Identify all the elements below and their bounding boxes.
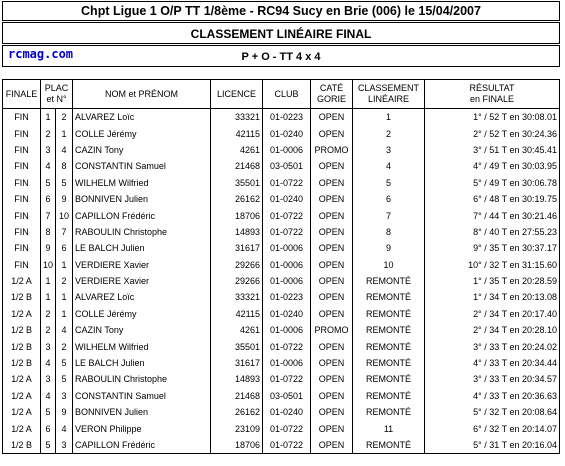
- cell-licence: 14893: [211, 371, 263, 387]
- cell-number: 5: [56, 355, 73, 371]
- cell-club: 01-0240: [263, 191, 311, 207]
- table-row: [3, 257, 560, 273]
- cell-number: 1: [56, 125, 73, 141]
- cell-number: 8: [56, 158, 73, 174]
- table-row: [3, 109, 560, 126]
- table-row: [3, 240, 560, 256]
- cell-ranking: 6: [353, 191, 425, 207]
- cell-result: 10° / 32 T en 31:15.60: [425, 257, 560, 273]
- cell-result: 5° / 49 T en 30:06.78: [425, 175, 560, 191]
- cell-finale: 1/2 B: [3, 355, 41, 371]
- cell-finale: FIN: [3, 109, 41, 126]
- cell-finale: 1/2 A: [3, 420, 41, 436]
- table-row: [3, 338, 560, 354]
- cell-place: 3: [41, 142, 56, 158]
- table-row: [3, 142, 560, 158]
- cell-ranking: REMONTÉ: [353, 371, 425, 387]
- cell-place: 9: [41, 240, 56, 256]
- cell-number: 5: [56, 175, 73, 191]
- cell-number: 7: [56, 224, 73, 240]
- cell-place: 1: [41, 289, 56, 305]
- cell-result: 4° / 33 T en 20:36.63: [425, 388, 560, 404]
- col-header-category: CATÉ GORIE: [311, 80, 353, 109]
- cell-result: 5° / 32 T en 20:08.64: [425, 404, 560, 420]
- cell-finale: FIN: [3, 191, 41, 207]
- cell-number: 3: [56, 388, 73, 404]
- site-logo: rcmag.com: [8, 47, 74, 61]
- cell-name: ALVAREZ Loïc: [73, 289, 211, 305]
- cell-finale: 1/2 B: [3, 437, 41, 454]
- cell-name: WILHELM Wilfried: [73, 175, 211, 191]
- cell-name: CAPILLON Frédéric: [73, 207, 211, 223]
- cell-licence: 35501: [211, 175, 263, 191]
- cell-finale: 1/2 A: [3, 273, 41, 289]
- cell-name: VERON Philippe: [73, 420, 211, 436]
- table-row: [3, 273, 560, 289]
- table-row: [3, 322, 560, 338]
- cell-licence: 29266: [211, 257, 263, 273]
- cell-number: 2: [56, 338, 73, 354]
- cell-result: 2° / 34 T en 20:28.10: [425, 322, 560, 338]
- cell-place: 3: [41, 338, 56, 354]
- cell-licence: 26162: [211, 404, 263, 420]
- cell-club: 03-0501: [263, 388, 311, 404]
- cell-place: 3: [41, 371, 56, 387]
- cell-licence: 21468: [211, 388, 263, 404]
- cell-place: 10: [41, 257, 56, 273]
- cell-place: 4: [41, 158, 56, 174]
- cell-licence: 35501: [211, 338, 263, 354]
- cell-club: 01-0722: [263, 437, 311, 454]
- cell-category: OPEN: [311, 273, 353, 289]
- cell-licence: 14893: [211, 224, 263, 240]
- cell-ranking: REMONTÉ: [353, 306, 425, 322]
- table-row: [3, 404, 560, 420]
- table-row: [3, 355, 560, 371]
- cell-licence: 33321: [211, 109, 263, 126]
- table-header-row: [3, 80, 560, 109]
- cell-club: 01-0722: [263, 224, 311, 240]
- cell-place: 1: [41, 109, 56, 126]
- cell-result: 1° / 35 T en 20:28.59: [425, 273, 560, 289]
- cell-finale: 1/2 B: [3, 289, 41, 305]
- cell-category: OPEN: [311, 109, 353, 126]
- cell-name: ALVAREZ Loïc: [73, 109, 211, 126]
- cell-club: 01-0006: [263, 240, 311, 256]
- cell-name: WILHELM Wilfried: [73, 338, 211, 354]
- table-row: [3, 207, 560, 223]
- cell-place: 6: [41, 191, 56, 207]
- cell-category: OPEN: [311, 207, 353, 223]
- cell-number: 1: [56, 289, 73, 305]
- cell-category: OPEN: [311, 191, 353, 207]
- cell-finale: 1/2 A: [3, 388, 41, 404]
- cell-result: 4° / 49 T en 30:03.95: [425, 158, 560, 174]
- col-header-result: RÉSULTAT en FINALE: [425, 80, 560, 109]
- cell-number: 5: [56, 371, 73, 387]
- cell-place: 5: [41, 175, 56, 191]
- cell-result: 3° / 33 T en 20:34.57: [425, 371, 560, 387]
- cell-club: 01-0722: [263, 420, 311, 436]
- cell-category: OPEN: [311, 420, 353, 436]
- cell-place: 4: [41, 388, 56, 404]
- category-label: P + O - TT 4 x 4: [2, 45, 560, 67]
- cell-ranking: REMONTÉ: [353, 338, 425, 354]
- cell-name: BONNIVEN Julien: [73, 191, 211, 207]
- cell-club: 01-0722: [263, 338, 311, 354]
- cell-result: 3° / 33 T en 20:24.02: [425, 338, 560, 354]
- cell-category: OPEN: [311, 289, 353, 305]
- cell-club: 01-0240: [263, 404, 311, 420]
- cell-result: 5° / 31 T en 20:16.04: [425, 437, 560, 454]
- cell-number: 9: [56, 404, 73, 420]
- cell-number: 4: [56, 142, 73, 158]
- cell-name: COLLE Jérémy: [73, 306, 211, 322]
- table-row: [3, 175, 560, 191]
- cell-finale: FIN: [3, 142, 41, 158]
- cell-finale: FIN: [3, 240, 41, 256]
- cell-category: OPEN: [311, 371, 353, 387]
- table-row: [3, 388, 560, 404]
- col-header-finale: FINALE: [3, 80, 41, 109]
- cell-result: 1° / 52 T en 30:08.01: [425, 109, 560, 126]
- cell-ranking: 1: [353, 109, 425, 126]
- cell-finale: 1/2 A: [3, 404, 41, 420]
- cell-licence: 31617: [211, 355, 263, 371]
- cell-licence: 42115: [211, 125, 263, 141]
- table-row: [3, 289, 560, 305]
- cell-result: 4° / 33 T en 20:34.44: [425, 355, 560, 371]
- results-table: [2, 79, 560, 454]
- cell-club: 01-0006: [263, 257, 311, 273]
- cell-result: 9° / 35 T en 30:37.17: [425, 240, 560, 256]
- cell-category: OPEN: [311, 125, 353, 141]
- cell-category: OPEN: [311, 355, 353, 371]
- cell-ranking: 3: [353, 142, 425, 158]
- cell-club: 01-0722: [263, 175, 311, 191]
- cell-licence: 23109: [211, 420, 263, 436]
- cell-number: 1: [56, 306, 73, 322]
- cell-finale: FIN: [3, 257, 41, 273]
- cell-finale: FIN: [3, 207, 41, 223]
- cell-name: CAZIN Tony: [73, 142, 211, 158]
- cell-name: COLLE Jérémy: [73, 125, 211, 141]
- cell-ranking: REMONTÉ: [353, 322, 425, 338]
- cell-ranking: 8: [353, 224, 425, 240]
- cell-name: LE BALCH Julien: [73, 355, 211, 371]
- cell-place: 7: [41, 207, 56, 223]
- cell-club: 01-0006: [263, 355, 311, 371]
- cell-place: 5: [41, 404, 56, 420]
- table-row: [3, 158, 560, 174]
- cell-result: 2° / 52 T en 30:24.36: [425, 125, 560, 141]
- cell-result: 3° / 51 T en 30:45.41: [425, 142, 560, 158]
- cell-result: 8° / 40 T en 27:55.23: [425, 224, 560, 240]
- cell-number: 4: [56, 420, 73, 436]
- col-header-name: NOM et PRÉNOM: [73, 80, 211, 109]
- cell-category: OPEN: [311, 240, 353, 256]
- cell-category: OPEN: [311, 388, 353, 404]
- cell-finale: 1/2 B: [3, 322, 41, 338]
- cell-club: 01-0006: [263, 142, 311, 158]
- col-header-licence: LICENCE: [211, 80, 263, 109]
- cell-club: 01-0223: [263, 289, 311, 305]
- cell-name: CONSTANTIN Samuel: [73, 388, 211, 404]
- cell-result: 6° / 32 T en 20:14.07: [425, 420, 560, 436]
- cell-ranking: REMONTÉ: [353, 404, 425, 420]
- cell-name: CAZIN Tony: [73, 322, 211, 338]
- cell-number: 2: [56, 109, 73, 126]
- cell-club: 01-0006: [263, 322, 311, 338]
- cell-club: 01-0223: [263, 109, 311, 126]
- cell-place: 2: [41, 306, 56, 322]
- cell-club: 01-0240: [263, 306, 311, 322]
- cell-ranking: 7: [353, 207, 425, 223]
- cell-licence: 18706: [211, 207, 263, 223]
- cell-category: PROMO: [311, 142, 353, 158]
- cell-place: 4: [41, 355, 56, 371]
- cell-category: OPEN: [311, 437, 353, 454]
- cell-category: OPEN: [311, 338, 353, 354]
- cell-club: 01-0240: [263, 125, 311, 141]
- cell-name: VERDIERE Xavier: [73, 257, 211, 273]
- cell-place: 8: [41, 224, 56, 240]
- col-header-ranking: CLASSEMENT LINÉAIRE: [353, 80, 425, 109]
- cell-ranking: REMONTÉ: [353, 289, 425, 305]
- cell-name: BONNIVEN Julien: [73, 404, 211, 420]
- cell-ranking: 11: [353, 420, 425, 436]
- cell-licence: 4261: [211, 322, 263, 338]
- cell-club: 01-0006: [263, 273, 311, 289]
- cell-category: OPEN: [311, 306, 353, 322]
- cell-ranking: REMONTÉ: [353, 388, 425, 404]
- cell-result: 2° / 34 T en 20:17.40: [425, 306, 560, 322]
- cell-finale: FIN: [3, 224, 41, 240]
- cell-number: 10: [56, 207, 73, 223]
- cell-licence: 4261: [211, 142, 263, 158]
- page-title: Chpt Ligue 1 O/P TT 1/8ème - RC94 Sucy en Brie (006) le 15/04/2007: [2, 1, 560, 21]
- cell-licence: 42115: [211, 306, 263, 322]
- cell-result: 1° / 34 T en 20:13.08: [425, 289, 560, 305]
- cell-category: OPEN: [311, 404, 353, 420]
- table-row: [3, 371, 560, 387]
- table-row: [3, 191, 560, 207]
- cell-finale: FIN: [3, 175, 41, 191]
- cell-finale: 1/2 B: [3, 338, 41, 354]
- cell-place: 1: [41, 273, 56, 289]
- cell-number: 1: [56, 257, 73, 273]
- cell-number: 4: [56, 322, 73, 338]
- cell-name: CAPILLON Frédéric: [73, 437, 211, 454]
- cell-category: OPEN: [311, 175, 353, 191]
- cell-ranking: 9: [353, 240, 425, 256]
- table-row: [3, 437, 560, 454]
- cell-finale: 1/2 A: [3, 371, 41, 387]
- table-row: [3, 306, 560, 322]
- cell-result: 6° / 48 T en 30:19.75: [425, 191, 560, 207]
- table-row: [3, 420, 560, 436]
- cell-name: RABOULIN Christophe: [73, 224, 211, 240]
- cell-finale: FIN: [3, 158, 41, 174]
- cell-number: 2: [56, 273, 73, 289]
- cell-place: 2: [41, 322, 56, 338]
- col-header-place: PLAC et N°: [41, 80, 73, 109]
- cell-club: 01-0722: [263, 371, 311, 387]
- cell-place: 6: [41, 420, 56, 436]
- cell-licence: 21468: [211, 158, 263, 174]
- cell-number: 3: [56, 437, 73, 454]
- cell-place: 2: [41, 125, 56, 141]
- cell-ranking: 4: [353, 158, 425, 174]
- cell-club: 03-0501: [263, 158, 311, 174]
- cell-category: OPEN: [311, 257, 353, 273]
- cell-licence: 29266: [211, 273, 263, 289]
- cell-name: CONSTANTIN Samuel: [73, 158, 211, 174]
- cell-finale: 1/2 A: [3, 306, 41, 322]
- cell-ranking: REMONTÉ: [353, 437, 425, 454]
- cell-ranking: 2: [353, 125, 425, 141]
- cell-category: PROMO: [311, 322, 353, 338]
- cell-number: 6: [56, 240, 73, 256]
- cell-place: 5: [41, 437, 56, 454]
- table-row: [3, 224, 560, 240]
- cell-ranking: REMONTÉ: [353, 273, 425, 289]
- cell-ranking: REMONTÉ: [353, 355, 425, 371]
- cell-name: VERDIERE Xavier: [73, 273, 211, 289]
- cell-number: 9: [56, 191, 73, 207]
- cell-category: OPEN: [311, 224, 353, 240]
- cell-finale: FIN: [3, 125, 41, 141]
- col-header-club: CLUB: [263, 80, 311, 109]
- cell-name: LE BALCH Julien: [73, 240, 211, 256]
- cell-licence: 26162: [211, 191, 263, 207]
- cell-name: RABOULIN Christophe: [73, 371, 211, 387]
- cell-licence: 18706: [211, 437, 263, 454]
- page-subtitle: CLASSEMENT LINÉAIRE FINAL: [2, 22, 560, 44]
- cell-licence: 31617: [211, 240, 263, 256]
- cell-category: OPEN: [311, 158, 353, 174]
- cell-club: 01-0722: [263, 207, 311, 223]
- cell-licence: 33321: [211, 289, 263, 305]
- cell-ranking: 5: [353, 175, 425, 191]
- table-row: [3, 125, 560, 141]
- cell-ranking: 10: [353, 257, 425, 273]
- cell-result: 7° / 44 T en 30:21.46: [425, 207, 560, 223]
